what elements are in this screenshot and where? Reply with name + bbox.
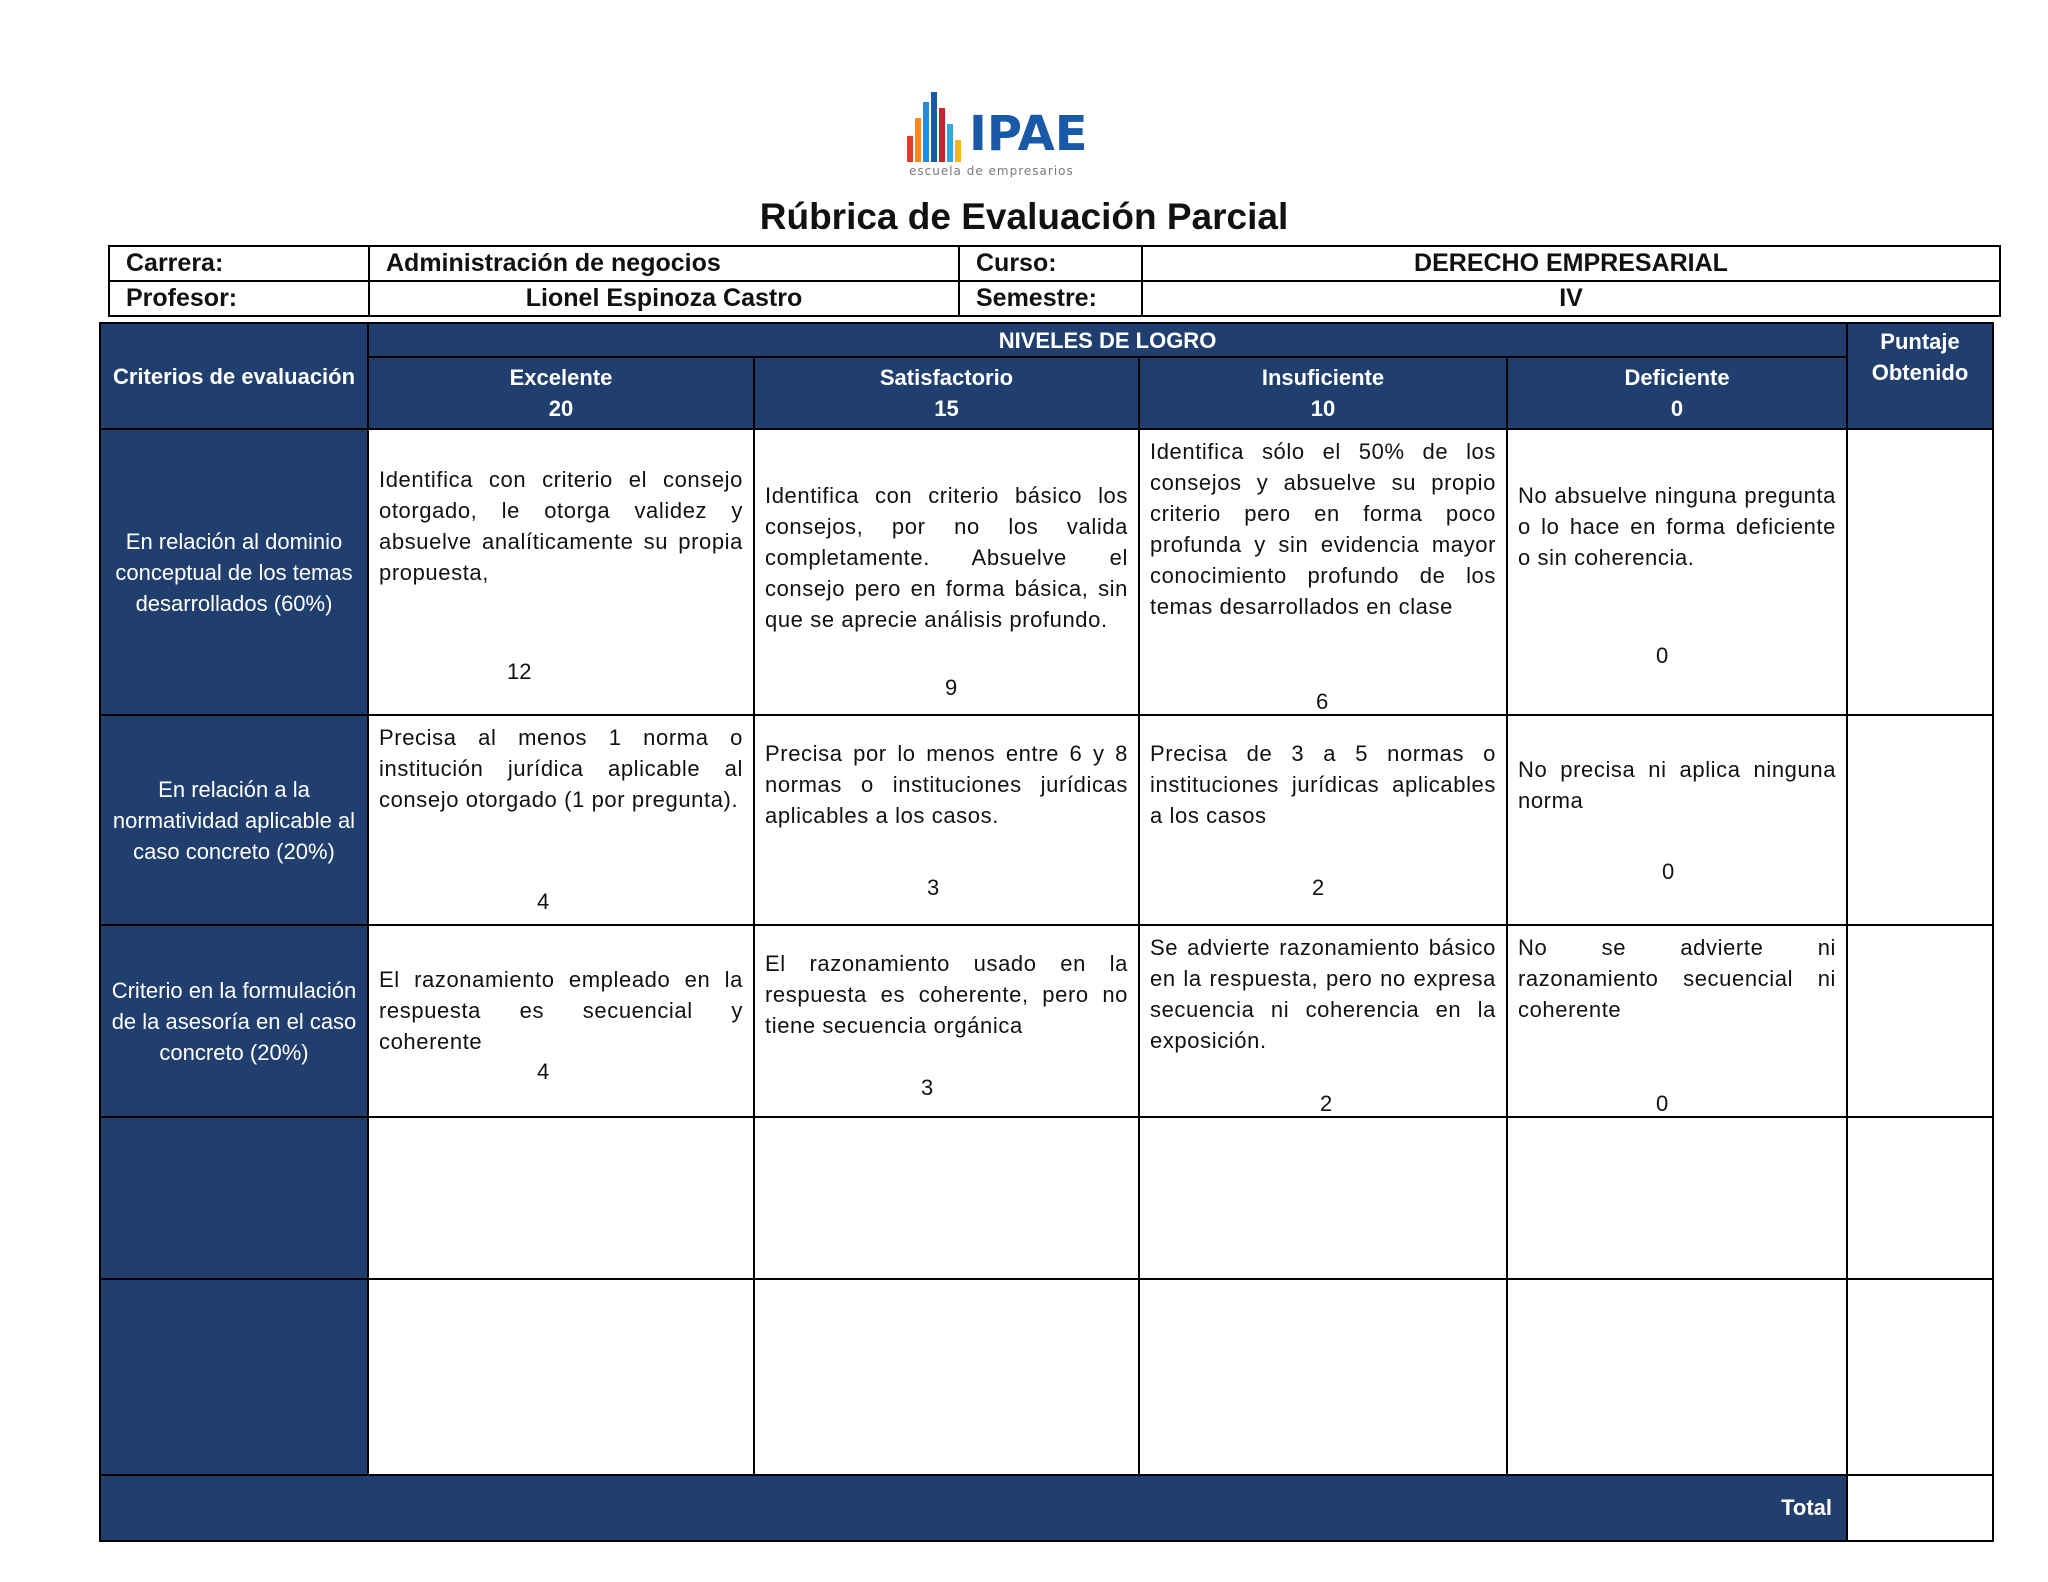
semestre-label: Semestre: (959, 281, 1142, 316)
levels-header: NIVELES DE LOGRO (368, 323, 1847, 357)
level-cell (368, 715, 754, 925)
level-cell (1507, 925, 1847, 1117)
level-cell (1507, 429, 1847, 715)
level-description: Precisa de 3 a 5 normas o instituciones jurídicas aplicables a los casos (1150, 741, 1496, 828)
logo-tagline: escuela de empresarios (909, 164, 1074, 178)
empty-criterion-cell (100, 1117, 368, 1279)
score-cell[interactable] (1847, 1279, 1993, 1475)
level-description: Se advierte razonamiento básico en la respuesta, pero no expresa secuencia ni coherencia en la exposición. (1150, 935, 1496, 1053)
curso-value: DERECHO EMPRESARIAL (1142, 246, 2000, 281)
total-score-cell[interactable] (1847, 1475, 1993, 1541)
level-cell (754, 429, 1139, 715)
level-cell (368, 925, 754, 1117)
level-description: El razonamiento usado en la respuesta es coherente, pero no tiene secuencia orgánica (765, 951, 1128, 1038)
profesor-value: Lionel Espinoza Castro (369, 281, 959, 316)
level-header-satisfactorio: Satisfactorio 15 (754, 357, 1139, 429)
empty-row (100, 1279, 1993, 1475)
level-cell (1507, 715, 1847, 925)
level-points: 2 (1320, 1091, 1333, 1116)
carrera-label: Carrera: (109, 246, 369, 281)
criterion-cell: En relación a la normatividad aplicable al caso concreto (20%) (100, 715, 368, 925)
level-points: 0 (1656, 1091, 1669, 1116)
level-description: Precisa por lo menos entre 6 y 8 normas o instituciones jurídicas aplicables a los casos. (765, 741, 1128, 828)
empty-cell (754, 1117, 1139, 1279)
table-row (100, 715, 1993, 925)
criterion-cell: Criterio en la formulación de la asesoría en el caso concreto (20%) (100, 925, 368, 1117)
ipae-logo (905, 88, 1088, 184)
page-title: Rúbrica de Evaluación Parcial (759, 196, 1289, 237)
level-description: No precisa ni aplica ninguna norma (1518, 757, 1837, 813)
score-header: Puntaje Obtenido (1847, 323, 1993, 429)
level-description: Identifica con criterio el consejo otorgado, le otorga validez y absuelve analíticamente su propia propuesta, (379, 467, 743, 585)
course-info-table (108, 245, 2001, 317)
empty-cell (1507, 1279, 1847, 1475)
empty-cell (1139, 1279, 1507, 1475)
empty-row (100, 1117, 1993, 1279)
level-cell (1139, 925, 1507, 1117)
level-cell (754, 715, 1139, 925)
rubric-table (99, 322, 1994, 1542)
level-header-excelente: Excelente 20 (368, 357, 754, 429)
level-cell (1139, 429, 1507, 715)
criterion-cell: En relación al dominio conceptual de los temas desarrollados (60%) (100, 429, 368, 715)
level-description: Precisa al menos 1 norma o institución jurídica aplicable al consejo otorgado (1 por pregunta). (379, 725, 743, 812)
criteria-header: Criterios de evaluación (100, 323, 368, 429)
level-points: 4 (537, 1059, 550, 1084)
score-cell[interactable] (1847, 925, 1993, 1117)
total-row (100, 1475, 1993, 1541)
table-row (100, 429, 1993, 715)
level-description: Identifica sólo el 50% de los consejos y absuelve su propio criterio pero en forma poco profunda y sin evidencia mayor conocimiento profundo de los temas desarrollados en clase (1150, 439, 1496, 619)
empty-criterion-cell (100, 1279, 368, 1475)
empty-cell (368, 1279, 754, 1475)
level-header-deficiente: Deficiente 0 (1507, 357, 1847, 429)
empty-cell (368, 1117, 754, 1279)
level-header-insuficiente: Insuficiente 10 (1139, 357, 1507, 429)
level-cell (368, 429, 754, 715)
level-description: El razonamiento empleado en la respuesta es secuencial y coherente (379, 967, 743, 1054)
level-points: 6 (1316, 689, 1329, 714)
level-points: 2 (1312, 875, 1325, 900)
level-cell (754, 925, 1139, 1117)
semestre-value: IV (1142, 281, 2000, 316)
level-points: 12 (507, 659, 532, 684)
level-description: Identifica con criterio básico los consejos, por no los valida completamente. Absuelve el consejo pero en forma básica, sin que se aprecie análisis profundo. (765, 483, 1128, 632)
level-points: 0 (1662, 859, 1675, 884)
level-cell (1139, 715, 1507, 925)
level-points: 0 (1656, 643, 1669, 668)
empty-cell (1139, 1117, 1507, 1279)
level-points: 3 (921, 1075, 934, 1100)
level-description: No se advierte ni razonamiento secuencial ni coherente (1518, 935, 1837, 1022)
empty-cell (1507, 1117, 1847, 1279)
profesor-label: Profesor: (109, 281, 369, 316)
level-description: No absuelve ninguna pregunta o lo hace en forma deficiente o sin coherencia. (1518, 483, 1837, 570)
empty-cell (754, 1279, 1139, 1475)
table-row (100, 925, 1993, 1117)
score-cell[interactable] (1847, 429, 1993, 715)
level-points: 9 (945, 675, 958, 700)
curso-label: Curso: (959, 246, 1142, 281)
score-cell[interactable] (1847, 715, 1993, 925)
carrera-value: Administración de negocios (369, 246, 959, 281)
score-cell[interactable] (1847, 1117, 1993, 1279)
level-points: 4 (537, 889, 550, 914)
logo-wordmark: IPAE (969, 106, 1088, 162)
level-points: 3 (927, 875, 940, 900)
total-label: Total (100, 1475, 1847, 1541)
